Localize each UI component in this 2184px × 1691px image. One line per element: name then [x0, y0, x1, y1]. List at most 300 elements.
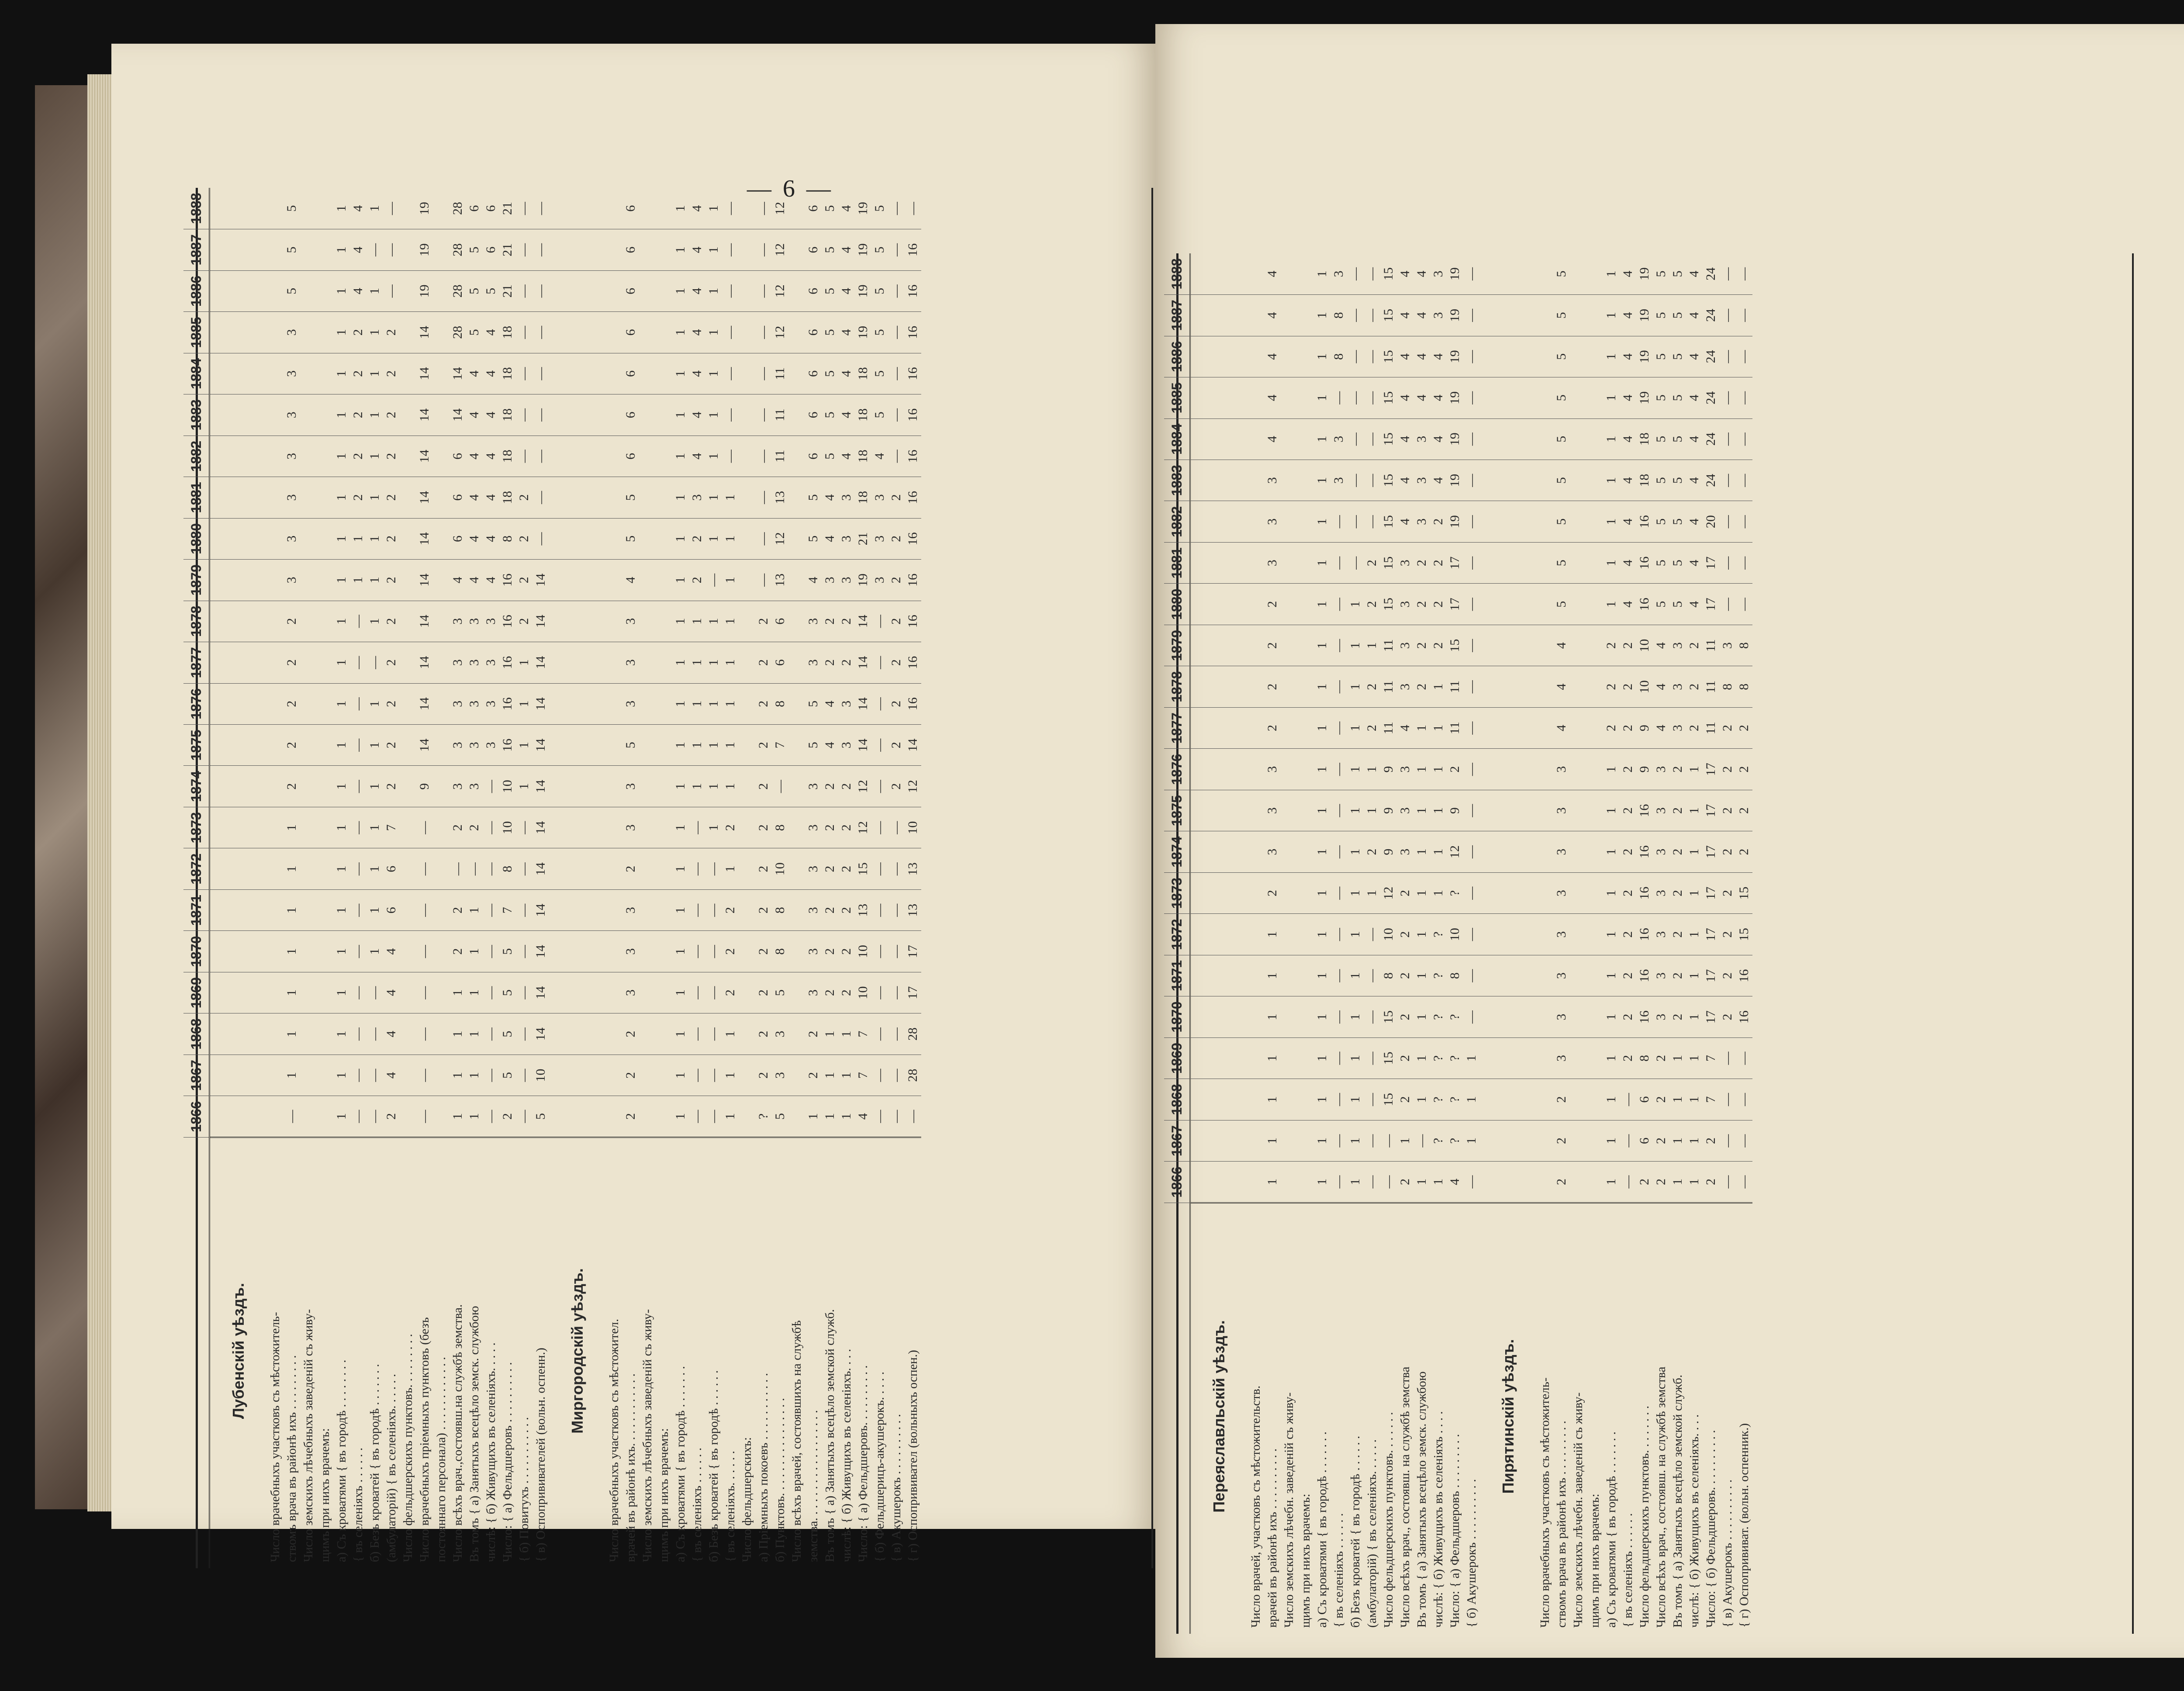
table-cell: [1297, 625, 1314, 666]
table-cell: 3: [1413, 418, 1430, 460]
table-cell: [1570, 625, 1586, 666]
table-cell: [1248, 872, 1264, 913]
row-label: земства. . . . . . . . . . . . . . . . . .: [805, 1137, 822, 1568]
district-section-header: [1480, 253, 1537, 1634]
table-cell: [1248, 418, 1264, 460]
table-cell: [606, 1096, 622, 1137]
table-cell: 1: [705, 601, 722, 642]
table-cell: 11: [1703, 666, 1719, 707]
table-cell: [606, 1055, 622, 1096]
table-cell: —: [1330, 955, 1347, 996]
table-row: [499, 188, 516, 1568]
table-cell: 1: [1463, 1120, 1480, 1161]
table-cell: —: [516, 1096, 532, 1137]
year-header: 1867: [1164, 1120, 1190, 1161]
table-cell: 1: [1603, 914, 1620, 955]
table-cell: 6: [622, 312, 639, 353]
table-cell: [1586, 1162, 1603, 1203]
table-cell: [739, 1096, 755, 1137]
table-cell: [400, 1013, 416, 1055]
table-cell: 1: [333, 807, 350, 848]
table-cell: 16: [905, 518, 921, 559]
table-cell: 1: [689, 601, 705, 642]
table-cell: 15: [855, 848, 871, 889]
table-cell: 1: [1314, 666, 1330, 707]
table-cell: —: [689, 807, 705, 848]
table-cell: 14: [416, 394, 433, 436]
empty-cell: [210, 270, 267, 311]
table-cell: —: [689, 889, 705, 930]
table-cell: 1: [672, 1055, 689, 1096]
year-header: 1885: [183, 312, 210, 353]
table-cell: [788, 972, 805, 1013]
table-cell: [739, 889, 755, 930]
table-cell: —: [888, 807, 905, 848]
table-cell: —: [888, 353, 905, 394]
empty-cell: [1480, 749, 1537, 790]
table-cell: 2: [1653, 1037, 1669, 1079]
table-cell: —: [516, 972, 532, 1013]
table-cell: 24: [1703, 377, 1719, 418]
table-cell: [656, 601, 672, 642]
table-cell: 5: [1653, 253, 1669, 295]
table-cell: —: [1736, 1120, 1752, 1161]
empty-cell: [1190, 542, 1248, 583]
year-header: 1888: [183, 188, 210, 229]
table-cell: 1: [283, 931, 300, 972]
table-cell: 14: [416, 642, 433, 683]
table-cell: 3: [1553, 1037, 1570, 1079]
table-cell: —: [1330, 1162, 1347, 1203]
table-cell: —: [532, 436, 549, 477]
table-cell: [1570, 831, 1586, 872]
table-cell: —: [755, 270, 772, 311]
table-cell: —: [1463, 336, 1480, 377]
table-cell: 5: [1553, 584, 1570, 625]
table-cell: [1248, 625, 1264, 666]
table-cell: 1: [1347, 955, 1364, 996]
table-cell: 3: [283, 477, 300, 518]
table-cell: 5: [466, 229, 483, 270]
table-row: [705, 188, 722, 1568]
table-cell: 3: [1553, 749, 1570, 790]
empty-cell: [210, 766, 267, 807]
table-cell: 5: [1669, 377, 1686, 418]
empty-cell: [210, 394, 267, 436]
table-cell: [656, 972, 672, 1013]
table-cell: 1: [333, 683, 350, 724]
table-cell: 1: [333, 353, 350, 394]
table-cell: [1570, 295, 1586, 336]
table-cell: 1: [1603, 336, 1620, 377]
table-cell: 1: [333, 766, 350, 807]
table-cell: 15: [1380, 996, 1397, 1037]
table-cell: [317, 725, 333, 766]
table-cell: —: [705, 1013, 722, 1055]
table-cell: —: [705, 1096, 722, 1137]
empty-cell: [549, 477, 606, 518]
table-cell: [788, 353, 805, 394]
year-header: 1866: [1164, 1162, 1190, 1203]
table-cell: 4: [1686, 377, 1703, 418]
table-cell: 2: [888, 560, 905, 601]
table-row: [466, 188, 483, 1568]
table-row: [905, 188, 921, 1568]
table-cell: [1537, 295, 1553, 336]
table-cell: [1248, 955, 1264, 996]
table-cell: [1537, 336, 1553, 377]
empty-cell: [549, 931, 606, 972]
table-cell: [433, 270, 449, 311]
table-cell: —: [871, 642, 888, 683]
table-cell: 1: [1314, 1037, 1330, 1079]
table-cell: 1: [1603, 1162, 1620, 1203]
table-cell: 1: [1347, 1037, 1364, 1079]
table-cell: —: [1463, 501, 1480, 542]
empty-cell: [1480, 253, 1537, 295]
table-cell: 10: [532, 1055, 549, 1096]
table-cell: [739, 188, 755, 229]
table-cell: 1: [672, 436, 689, 477]
table-cell: [1570, 749, 1586, 790]
year-header: 1873: [1164, 872, 1190, 913]
row-label: { въ селеніяхъ . . . . . .: [350, 1137, 366, 1568]
table-cell: 2: [383, 353, 400, 394]
empty-cell: [1480, 666, 1537, 707]
table-cell: —: [483, 889, 499, 930]
table-cell: [300, 394, 317, 436]
table-cell: [1281, 996, 1297, 1037]
table-cell: [1537, 749, 1553, 790]
table-cell: —: [1330, 872, 1347, 913]
table-cell: [1570, 377, 1586, 418]
table-cell: 4: [1553, 707, 1570, 748]
table-cell: 1: [333, 972, 350, 1013]
empty-cell: [210, 725, 267, 766]
table-cell: [739, 683, 755, 724]
table-cell: [656, 1055, 672, 1096]
table-cell: 11: [1380, 666, 1397, 707]
table-cell: 6: [449, 436, 466, 477]
empty-cell: [1480, 707, 1537, 748]
table-cell: 1: [1314, 955, 1330, 996]
table-cell: —: [1347, 418, 1364, 460]
table-cell: 3: [1669, 625, 1686, 666]
table-cell: 1: [1314, 336, 1330, 377]
table-cell: 16: [1636, 996, 1653, 1037]
table-cell: 1: [1314, 1079, 1330, 1120]
empty-cell: [1480, 1037, 1537, 1079]
table-cell: 2: [1669, 955, 1686, 996]
table-cell: 1: [1686, 1079, 1703, 1120]
table-cell: 4: [466, 560, 483, 601]
year-header: 1870: [183, 931, 210, 972]
table-cell: 4: [822, 518, 838, 559]
empty-cell: [1480, 501, 1537, 542]
table-cell: [656, 229, 672, 270]
table-cell: 5: [1669, 584, 1686, 625]
table-cell: —: [888, 394, 905, 436]
table-cell: 1: [1686, 831, 1703, 872]
table-cell: 16: [1636, 914, 1653, 955]
table-cell: 5: [1653, 460, 1669, 501]
table-cell: 1: [283, 889, 300, 930]
table-cell: [267, 477, 283, 518]
table-cell: 1: [822, 1013, 838, 1055]
table-row: [871, 188, 888, 1568]
table-cell: 13: [905, 889, 921, 930]
table-cell: [267, 1055, 283, 1096]
table-cell: 2: [1603, 625, 1620, 666]
table-cell: [606, 889, 622, 930]
table-row: [672, 188, 689, 1568]
table-cell: [1570, 460, 1586, 501]
table-cell: [656, 683, 672, 724]
table-cell: 6: [622, 270, 639, 311]
table-cell: 3: [1413, 460, 1430, 501]
table-cell: 18: [855, 353, 871, 394]
table-cell: 19: [855, 560, 871, 601]
empty-cell: [549, 270, 606, 311]
table-cell: —: [871, 601, 888, 642]
table-cell: 19: [1636, 377, 1653, 418]
table-cell: 1: [466, 931, 483, 972]
table-cell: 24: [1703, 460, 1719, 501]
table-cell: 2: [822, 889, 838, 930]
table-cell: —: [483, 766, 499, 807]
table-cell: —: [689, 1013, 705, 1055]
table-cell: [1248, 914, 1264, 955]
table-cell: 10: [772, 848, 788, 889]
table-cell: [1281, 253, 1297, 295]
table-cell: [1570, 666, 1586, 707]
table-cell: [1570, 418, 1586, 460]
table-cell: 2: [1686, 625, 1703, 666]
table-cell: 1: [722, 601, 739, 642]
table-cell: 3: [622, 766, 639, 807]
table-row: [483, 188, 499, 1568]
empty-cell: [210, 560, 267, 601]
table-cell: —: [366, 1096, 383, 1137]
table-cell: [639, 766, 656, 807]
row-label: Число земскихъ лѣчебныхъ заведеній съ живу-: [639, 1137, 656, 1568]
table-cell: —: [1463, 253, 1480, 295]
table-cell: 6: [622, 353, 639, 394]
table-cell: [433, 560, 449, 601]
table-cell: 1: [1430, 872, 1447, 913]
table-cell: [317, 477, 333, 518]
table-cell: [788, 1013, 805, 1055]
table-cell: [1570, 1162, 1586, 1203]
table-cell: 3: [689, 477, 705, 518]
table-cell: —: [905, 188, 921, 229]
table-cell: 2: [1620, 996, 1636, 1037]
table-cell: [267, 188, 283, 229]
empty-cell: [1190, 625, 1248, 666]
table-cell: [1248, 1037, 1264, 1079]
table-cell: 4: [1397, 295, 1413, 336]
table-cell: —: [689, 1055, 705, 1096]
table-cell: [317, 1055, 333, 1096]
year-header: 1874: [1164, 831, 1190, 872]
table-cell: 2: [755, 601, 772, 642]
table-cell: [656, 353, 672, 394]
table-cell: —: [416, 972, 433, 1013]
table-cell: —: [516, 1013, 532, 1055]
table-cell: —: [871, 931, 888, 972]
table-cell: 3: [838, 560, 855, 601]
table-cell: —: [705, 1055, 722, 1096]
table-cell: 5: [1553, 336, 1570, 377]
table-cell: [317, 312, 333, 353]
table-cell: [606, 642, 622, 683]
table-cell: [1248, 707, 1264, 748]
table-cell: 2: [1264, 872, 1281, 913]
empty-cell: [1190, 336, 1248, 377]
table-cell: [788, 518, 805, 559]
table-cell: 5: [1653, 418, 1669, 460]
table-cell: 19: [855, 312, 871, 353]
table-cell: 9: [1380, 790, 1397, 831]
table-cell: [656, 312, 672, 353]
table-cell: [317, 642, 333, 683]
table-cell: 1: [1314, 501, 1330, 542]
table-cell: 2: [722, 972, 739, 1013]
table-cell: —: [1719, 336, 1736, 377]
table-cell: 1: [333, 601, 350, 642]
table-cell: [1297, 1162, 1314, 1203]
table-cell: 1: [366, 766, 383, 807]
table-cell: 1: [672, 766, 689, 807]
table-cell: —: [888, 1055, 905, 1096]
table-cell: 1: [1314, 1162, 1330, 1203]
table-cell: [656, 807, 672, 848]
table-cell: 2: [383, 436, 400, 477]
table-cell: 1: [722, 848, 739, 889]
table-cell: 7: [1703, 1079, 1719, 1120]
table-cell: [317, 560, 333, 601]
table-cell: 2: [1553, 1079, 1570, 1120]
table-cell: 1: [1686, 996, 1703, 1037]
table-cell: 1: [1413, 790, 1430, 831]
table-cell: [433, 766, 449, 807]
table-cell: —: [483, 972, 499, 1013]
empty-cell: [1190, 955, 1248, 996]
table-cell: [1248, 501, 1264, 542]
empty-cell: [1190, 707, 1248, 748]
table-cell: [400, 848, 416, 889]
table-cell: [639, 848, 656, 889]
table-cell: —: [1364, 1120, 1380, 1161]
table-cell: 4: [855, 1096, 871, 1137]
table-cell: 16: [1636, 872, 1653, 913]
table-cell: ?: [1447, 1079, 1463, 1120]
table-cell: [267, 889, 283, 930]
table-cell: [300, 353, 317, 394]
table-cell: 19: [1447, 377, 1463, 418]
row-label: (амбулаторій) { въ селеніяхъ. . . . . .: [1364, 1203, 1380, 1634]
table-cell: 8: [1330, 336, 1347, 377]
table-cell: 2: [350, 353, 366, 394]
table-cell: [1537, 955, 1553, 996]
table-cell: 2: [1397, 955, 1413, 996]
row-label: Число врачебныхъ участковъ съ мѣстожитель-: [267, 1137, 283, 1568]
empty-cell: [1190, 295, 1248, 336]
table-cell: 1: [333, 394, 350, 436]
table-cell: 3: [1264, 749, 1281, 790]
table-cell: 3: [449, 642, 466, 683]
table-cell: [317, 353, 333, 394]
table-cell: [317, 394, 333, 436]
table-cell: [1281, 584, 1297, 625]
table-row: [1447, 253, 1463, 1634]
table-cell: —: [416, 931, 433, 972]
table-cell: 5: [1653, 336, 1669, 377]
table-cell: 5: [1553, 542, 1570, 583]
table-cell: 5: [532, 1096, 549, 1137]
table-cell: 1: [722, 518, 739, 559]
table-cell: 4: [1413, 377, 1430, 418]
table-cell: —: [888, 848, 905, 889]
table-cell: 2: [1620, 831, 1636, 872]
table-cell: 2: [1703, 1120, 1719, 1161]
table-cell: [1248, 666, 1264, 707]
empty-cell: [1480, 914, 1537, 955]
table-cell: [1297, 749, 1314, 790]
table-cell: 5: [1553, 253, 1570, 295]
table-cell: 2: [622, 1055, 639, 1096]
table-cell: 1: [672, 642, 689, 683]
table-cell: —: [1347, 295, 1364, 336]
table-cell: 4: [466, 518, 483, 559]
table-cell: [1281, 460, 1297, 501]
row-label: щимъ при нихъ врачемъ:: [1586, 1203, 1603, 1634]
table-cell: —: [1364, 955, 1380, 996]
table-cell: —: [1463, 749, 1480, 790]
table-cell: 8: [772, 683, 788, 724]
empty-cell: [1190, 831, 1248, 872]
table-cell: [317, 766, 333, 807]
table-cell: ?: [755, 1096, 772, 1137]
table-cell: —: [1364, 1037, 1380, 1079]
year-header: 1888: [1164, 253, 1190, 295]
table-cell: 4: [689, 229, 705, 270]
table-cell: 28: [449, 312, 466, 353]
table-cell: [606, 312, 622, 353]
table-cell: —: [1719, 542, 1736, 583]
table-cell: —: [350, 1096, 366, 1137]
table-cell: [433, 601, 449, 642]
table-cell: —: [871, 683, 888, 724]
table-cell: 1: [1347, 666, 1364, 707]
table-cell: 5: [822, 394, 838, 436]
table-cell: [1248, 996, 1264, 1037]
year-header: 1887: [183, 229, 210, 270]
table-cell: ?: [1430, 1037, 1447, 1079]
table-cell: [300, 972, 317, 1013]
table-cell: 4: [622, 560, 639, 601]
table-cell: 15: [1380, 501, 1397, 542]
table-cell: [300, 1013, 317, 1055]
table-cell: 28: [449, 270, 466, 311]
table-cell: [1248, 1079, 1264, 1120]
table-cell: 1: [516, 766, 532, 807]
table-cell: 4: [1653, 707, 1669, 748]
table-cell: 4: [689, 436, 705, 477]
table-cell: 15: [1736, 872, 1752, 913]
table-cell: 2: [1719, 749, 1736, 790]
table-cell: —: [1736, 377, 1752, 418]
